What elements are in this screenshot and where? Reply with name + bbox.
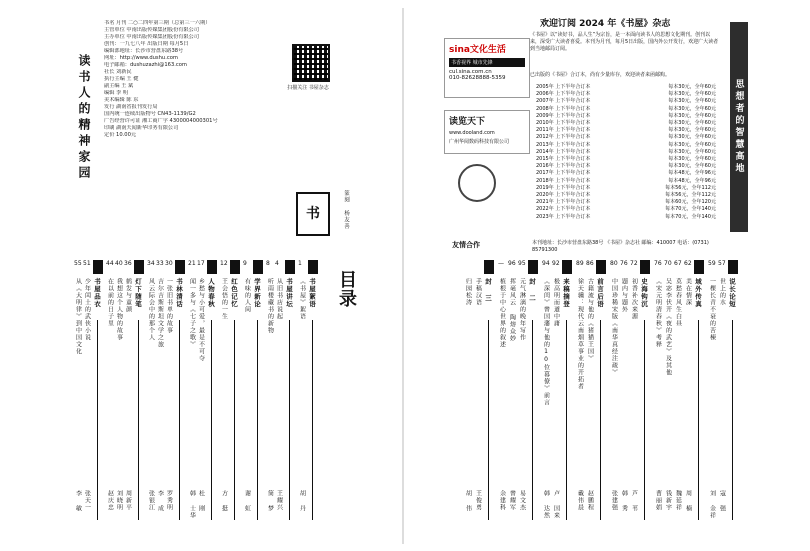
colophon-line: 发行 湖南省报刊发行局 xyxy=(104,104,158,110)
toc-section-rule xyxy=(257,320,258,520)
toc-entry-title[interactable]: 少年闰土的武侠小说 xyxy=(83,278,91,341)
toc-entry-title[interactable]: 王会悟的一生 xyxy=(220,278,228,320)
toc-entry-author: 寇 强 xyxy=(718,490,726,512)
price-row-value: 每本60元，全年120元 xyxy=(665,199,716,206)
toc-entry-author: 韩 秀 xyxy=(620,490,628,512)
toc-page-number: 94 xyxy=(542,260,550,267)
toc-entry-author: 周 楠 xyxy=(684,490,692,512)
price-row-value: 每本30元，全年60元 xyxy=(668,105,716,112)
toc-entry-title[interactable]: 闻一多与《七子之歌》 xyxy=(188,278,196,348)
partner-logo xyxy=(458,164,496,202)
price-row xyxy=(536,98,716,105)
toc-entry-author: 刘晓明 xyxy=(115,490,123,511)
toc-entry-author: 曹丽娟 xyxy=(654,490,662,511)
sina-url: cul.sina.com.cn xyxy=(449,69,492,75)
colophon-line: 印刷 湖南天闻新华印务有限公司 xyxy=(104,125,179,131)
toc-section-rule xyxy=(644,320,645,520)
colophon-line: 美术编辑 陈 东 xyxy=(104,97,139,103)
price-row-title: 2010年 上下半年合订本 xyxy=(536,120,591,127)
toc-entry-author: 钱新宇 xyxy=(664,490,672,511)
toc-section-label: 学界新论 xyxy=(253,278,261,308)
toc-entry-author: 李 敏 xyxy=(74,490,82,512)
toc-entry-author: 张建强 xyxy=(610,490,618,511)
colophon-line: 国内统一连续出版物号 CN43-1139/G2 xyxy=(104,111,196,117)
toc-section-label: 灯下随笔 xyxy=(134,278,142,308)
toc-entry-title[interactable]: 在以前的日子里 xyxy=(106,278,114,327)
toc-entry-author: 魏延祥 xyxy=(674,490,682,511)
toc-page-number: 62 xyxy=(684,260,692,267)
colophon-line: 书名 月刊 二○二四年第三期（总第三一六期） xyxy=(104,20,211,26)
toc-entry-title[interactable]: 挥毫风云 陶熔众妙 xyxy=(508,278,516,342)
toc-section-marker xyxy=(308,260,318,274)
price-row-value: 每本30元，全年60元 xyxy=(668,84,716,90)
price-row xyxy=(536,185,716,192)
toc-section-marker xyxy=(253,260,263,274)
toc-entry-author: 罗秀明 xyxy=(165,490,173,511)
toc-page-number: 55 xyxy=(74,260,82,267)
toc-entry-title[interactable]: 世上的水 xyxy=(718,278,726,306)
price-row-title: 2022年 上下半年合订本 xyxy=(536,206,591,213)
toc-page-number: 30 xyxy=(165,260,173,267)
toc-page-number: 70 xyxy=(664,260,672,267)
toc-section-rule xyxy=(138,320,139,520)
toc-section-label: 封 三 xyxy=(484,278,492,302)
toc-page-number: 40 xyxy=(115,260,123,267)
toc-entry-title[interactable]: 极高明而道中庸 xyxy=(552,278,560,327)
price-row-title: 2014年 上下半年合订本 xyxy=(536,148,591,155)
toc-section-marker xyxy=(175,260,185,274)
address-block: 本刊地址：长沙市营盘东路38号 《书屋》杂志社 邮编：410007 电话：(0731) 85791300 xyxy=(532,240,709,253)
toc-entry-author: 谢 虹 xyxy=(243,490,251,512)
toc-page-number: 51 xyxy=(83,260,91,267)
toc-section-marker xyxy=(596,260,606,274)
price-row-title: 2009年 上下半年合订本 xyxy=(536,112,591,119)
toc-entry-author: 刘 金祥 xyxy=(708,490,716,519)
toc-page-number: 89 xyxy=(576,260,584,267)
price-intro: 已出版的《书屋》合订本，尚有少量库存，欢迎读者来函邮购。 xyxy=(530,72,671,78)
toc-entry-author: 赵庆忠 xyxy=(106,490,114,511)
price-row-title: 2012年 上下半年合订本 xyxy=(536,134,591,141)
toc-page-number: 86 xyxy=(586,260,594,267)
toc-entry-title[interactable]: 从《大明律》到中国文化 xyxy=(74,278,82,355)
qr-caption: 扫描关注 书屋杂志 xyxy=(287,85,329,91)
toc-page-number: 80 xyxy=(610,260,618,267)
price-row xyxy=(536,214,716,221)
toc-page-number: 8 xyxy=(266,260,270,267)
toc-page-number: 4 xyxy=(275,260,279,267)
price-row-title: 2021年 上下半年合订本 xyxy=(536,199,591,206)
toc-section-label: 书屋讲坛 xyxy=(285,278,293,308)
toc-section-label: 说长论短 xyxy=(728,278,736,308)
toc-page-number: — xyxy=(498,260,504,267)
toc-entry-author: 张天一 xyxy=(83,490,91,511)
price-row-value: 每本30元，全年60元 xyxy=(668,91,716,98)
toc-section-rule xyxy=(600,320,601,520)
toc-entry-author: 韩 达然 xyxy=(542,490,550,519)
toc-section-marker xyxy=(134,260,144,274)
toc-section-marker xyxy=(230,260,240,274)
toc-section-rule xyxy=(566,320,567,520)
toc-page-number: 21 xyxy=(188,260,196,267)
toc-entry-author: 芦 苇 xyxy=(630,490,638,512)
colophon-line: 编辑 李 明 xyxy=(104,90,129,96)
dooland-ad[interactable] xyxy=(444,110,530,154)
toc-entry-author: 卢 国来 xyxy=(552,490,560,519)
toc-section-rule xyxy=(532,320,533,520)
colophon-line: 电子邮箱：dushuzazhi@163.com xyxy=(104,62,187,68)
toc-section-marker xyxy=(562,260,572,274)
price-row-title: 2023年 上下半年合订本 xyxy=(536,213,591,220)
toc-page-number: 95 xyxy=(518,260,526,267)
left-page xyxy=(48,14,400,536)
toc-entry-title[interactable]: 莫愁春风生白昼 xyxy=(674,278,682,327)
price-row-value: 每本56元，全年112元 xyxy=(665,192,716,199)
toc-entry-title[interactable]: 一棵长青不衰的苦楝 xyxy=(708,278,716,341)
toc-entry-author: 王耀兴 xyxy=(275,490,283,511)
subscription-intro: 《书屋》以“读好书，品人生”为宗旨，是一本面向读书人的思想文化期刊。创刊以来，深受广大读者喜爱。本刊为月刊，每月5日出版，国内外公开发行，欢迎广大读者到当地邮局订阅。 xyxy=(530,32,719,52)
toc-entry-title[interactable]: 古籍流与他的《猪猫王国》 xyxy=(586,278,594,362)
colophon-line: 执行主编 王 健 xyxy=(104,76,139,82)
toc-entry-title[interactable]: 植根于中心世界的叙述 xyxy=(498,278,506,348)
price-row-title: 2018年 上下半年合订本 xyxy=(536,177,591,184)
toc-page-number: 76 xyxy=(654,260,662,267)
toc-section-rule xyxy=(179,320,180,520)
toc-page-number: 33 xyxy=(156,260,164,267)
price-row-value: 每本48元，全年96元 xyxy=(668,177,716,184)
toc-entry-title[interactable]: 题内与题外 xyxy=(620,278,628,313)
price-row-value: 每本30元，全年60元 xyxy=(668,141,716,148)
toc-section-rule xyxy=(289,320,290,520)
slogan-strip-text: 思想者的智慧高地 xyxy=(733,79,744,175)
toc-section-marker xyxy=(728,260,738,274)
toc-section-marker xyxy=(285,260,295,274)
slogan-strip xyxy=(730,22,748,232)
toc-entry-title[interactable]: 吉尔吉斯斯坦文学之旅 xyxy=(156,278,164,348)
toc-entry-title[interactable]: 有味的人间 xyxy=(243,278,251,313)
colophon-line: 主办单位 中南出版传媒集团股份有限公司 xyxy=(104,34,200,40)
gutter xyxy=(402,8,404,544)
toc-section-label: 域外传真 xyxy=(694,278,702,308)
price-row-value: 每本30元，全年60元 xyxy=(668,163,716,170)
toc-section-rule xyxy=(732,320,733,520)
toc-section-marker xyxy=(694,260,704,274)
toc-entry-title[interactable]: 乡愁与小可爱，最是不可夺 xyxy=(197,278,205,362)
right-page xyxy=(410,14,750,536)
price-row-title: 2019年 上下半年合订本 xyxy=(536,184,591,191)
price-row xyxy=(536,113,716,120)
toc-section-marker xyxy=(640,260,650,274)
toc-entry-title[interactable]: 一张旧书单的故事 xyxy=(165,278,173,334)
price-row xyxy=(536,142,716,149)
toc-entry-title[interactable]: 《深闺》曾国藩与他的10位幕僚》前言 xyxy=(542,278,550,406)
toc-entry-author: 戴伟晨 xyxy=(576,490,584,511)
toc-title: 目录 xyxy=(336,270,357,308)
price-row-title: 2013年 上下半年合订本 xyxy=(536,141,591,148)
toc-section-label: 书屋品衣 xyxy=(93,278,101,308)
toc-entry-title[interactable]: 初香补次来源 xyxy=(630,278,638,320)
toc-page-number: 36 xyxy=(124,260,132,267)
price-row-value: 每本30元，全年60元 xyxy=(668,98,716,105)
toc-page-number: 76 xyxy=(620,260,628,267)
price-row-value: 每本30元，全年60元 xyxy=(668,112,716,119)
toc-section-marker xyxy=(93,260,103,274)
sina-title: sina文化生活 xyxy=(449,45,506,55)
toc-entry-title[interactable]: 元气淋漓的晚年写作 xyxy=(518,278,526,341)
price-row xyxy=(536,134,716,141)
seal-signature: 篆刻 杨友善 xyxy=(343,190,349,230)
toc-page-number: 57 xyxy=(718,260,726,267)
price-table xyxy=(536,84,716,221)
toc-section-label: 红色记忆 xyxy=(230,278,238,308)
toc-section-rule xyxy=(698,320,699,520)
toc-entry-author: 周新平 xyxy=(124,490,132,511)
toc-section-marker xyxy=(207,260,217,274)
toc-page-number: 67 xyxy=(674,260,682,267)
dooland-title: 读览天下 xyxy=(449,117,486,127)
toc-section-label: 书林清话 xyxy=(175,278,183,308)
colophon-line: 编辑部地址：长沙市营盘东路38号 xyxy=(104,48,184,54)
price-row-title: 2020年 上下半年合订本 xyxy=(536,192,591,199)
price-row-title: 2015年 上下半年合订本 xyxy=(536,156,591,163)
sina-subtitle: 书香视界 城市先锋 xyxy=(449,58,525,67)
price-row xyxy=(536,106,716,113)
toc-entry-author: 方 挺 xyxy=(220,490,228,512)
toc-entry-author: 李 成 xyxy=(156,490,164,512)
toc-entry-title[interactable]: 听雨楼藏书的新物 xyxy=(266,278,274,334)
sina-phone: 010-82628888-5359 xyxy=(449,75,506,81)
qr-code[interactable] xyxy=(292,44,330,82)
toc-entry-author: 简 梦 xyxy=(266,490,274,512)
price-row-title: 2008年 上下半年合订本 xyxy=(536,105,591,112)
toc-page-number: 1 xyxy=(298,260,302,267)
colophon-line: 社长 刘新民 xyxy=(104,69,132,75)
toc-entry-title[interactable]: 风云际会中的那个人 xyxy=(147,278,155,341)
toc-entry-title[interactable]: 中国珍稀宋版《南华真经注疏》 xyxy=(610,278,618,376)
toc-page-number: 44 xyxy=(106,260,114,267)
colophon xyxy=(104,20,304,139)
toc-entry-title[interactable]: 从旧书店说起 xyxy=(275,278,283,320)
toc-entry-title[interactable]: 吴宓李伏开《夜的武艺》及其他 xyxy=(664,278,672,376)
toc-page-number: 9 xyxy=(243,260,247,267)
colophon-line: 副主编 王 斌 xyxy=(104,83,134,89)
colophon-line: 定价 10.00元 xyxy=(104,132,137,138)
toc-entry-title[interactable]: 鹤发与童颜 xyxy=(124,278,132,313)
toc-entry-title[interactable]: 美在情深 xyxy=(684,278,692,306)
toc-section-rule xyxy=(211,320,212,520)
toc-entry-title[interactable]: 手稿汉语 xyxy=(474,278,482,306)
toc-page-number: 12 xyxy=(220,260,228,267)
toc-page-number: 72 xyxy=(630,260,638,267)
toc-section-rule xyxy=(234,320,235,520)
price-row-value: 每本48元，全年96元 xyxy=(668,170,716,177)
toc-entry-author: 张银江 xyxy=(147,490,155,511)
subscription-title: 欢迎订阅 2024 年《书屋》杂志 xyxy=(540,19,671,29)
price-row-value: 每本30元，全年60元 xyxy=(668,127,716,134)
price-row-value: 每本30元，全年60元 xyxy=(668,120,716,127)
price-row xyxy=(536,206,716,213)
price-row-value: 每本70元，全年140元 xyxy=(665,213,716,220)
price-row xyxy=(536,170,716,177)
toc-page-number: 96 xyxy=(508,260,516,267)
toc-section-marker xyxy=(528,260,538,274)
toc-entry-title[interactable]: 《宋元明清春秋》考释 xyxy=(654,278,662,348)
toc-page-number: 34 xyxy=(147,260,155,267)
price-row-title: 2016年 上下半年合订本 xyxy=(536,163,591,170)
toc-entry-author: 曾耀军 xyxy=(508,490,516,511)
price-row xyxy=(536,149,716,156)
price-row-value: 每本30元，全年60元 xyxy=(668,156,716,163)
toc-section-label: 史海钩沉 xyxy=(640,278,648,308)
price-row-title: 2007年 上下半年合订本 xyxy=(536,98,591,105)
toc-section-label: 来稿摘登 xyxy=(562,278,570,308)
price-row-value: 每本70元，全年140元 xyxy=(665,206,716,213)
dooland-company: 广州华阅数码科技有限公司 xyxy=(449,139,510,145)
price-row-title: 2017年 上下半年合订本 xyxy=(536,170,591,177)
toc-section-rule xyxy=(97,320,98,520)
colophon-line: 广告经营许可证 湘工商广字 4300004000301号 xyxy=(104,118,218,124)
colophon-line: 主管单位 中南出版传媒集团股份有限公司 xyxy=(104,27,200,33)
colophon-line: 创刊：一九七八年 出版日期 每月5日 xyxy=(104,41,189,47)
toc-entry-title[interactable]: 归园松涛 xyxy=(464,278,472,306)
toc-entry-title[interactable]: 徐天骥：现代云南烟草事业的开拓者 xyxy=(576,278,584,390)
toc-section-rule xyxy=(488,320,489,520)
toc-section-marker xyxy=(484,260,494,274)
price-row-value: 每本56元，全年112元 xyxy=(665,184,716,191)
toc-section-label: 书屋絮语 xyxy=(308,278,316,308)
price-row-value: 每本30元，全年60元 xyxy=(668,134,716,141)
toc-section-label: 人物春秋 xyxy=(207,278,215,308)
toc-section-label: 封 二 xyxy=(528,278,536,302)
price-row-title: 2005年 上下半年合订本 xyxy=(536,84,591,90)
colophon-line: 网址：http://www.dushu.com xyxy=(104,55,178,61)
toc-section-rule xyxy=(312,320,313,520)
toc-entry-author: 易文杰 xyxy=(518,490,526,511)
toc-entry-author: 韩 士华 xyxy=(188,490,196,519)
price-row-title: 2011年 上下半年合订本 xyxy=(536,127,591,134)
partner-label: 友情合作 xyxy=(452,241,480,249)
price-row-value: 每本30元，全年60元 xyxy=(668,148,716,155)
toc-entry-author: 余建科 xyxy=(498,490,506,511)
toc-page-number: 59 xyxy=(708,260,716,267)
toc-entry-title[interactable]: 我想这个人物的故事 xyxy=(115,278,123,341)
dooland-url: www.dooland.com xyxy=(449,130,495,136)
seal-stamp: 书 xyxy=(296,192,330,236)
sina-ad[interactable] xyxy=(444,38,530,98)
toc-entry-author: 赵鹏程 xyxy=(586,490,594,511)
toc-entry-author: 王俊勇 xyxy=(474,490,482,511)
toc-page-number: 17 xyxy=(197,260,205,267)
toc-entry-title[interactable]: 《书屋》絮语 xyxy=(298,278,306,320)
price-row xyxy=(536,178,716,185)
toc-entry-author: 胡 丹 xyxy=(298,490,306,512)
toc-entry-author: 杜 刚 xyxy=(197,490,205,512)
price-row-title: 2006年 上下半年合订本 xyxy=(536,91,591,98)
left-vertical-slogan: 读书人的精神家园 xyxy=(77,54,91,182)
toc-entry-author: 胡 伟 xyxy=(464,490,472,512)
toc-page-number: 92 xyxy=(552,260,560,267)
toc-section-label: 前言后语 xyxy=(596,278,604,308)
